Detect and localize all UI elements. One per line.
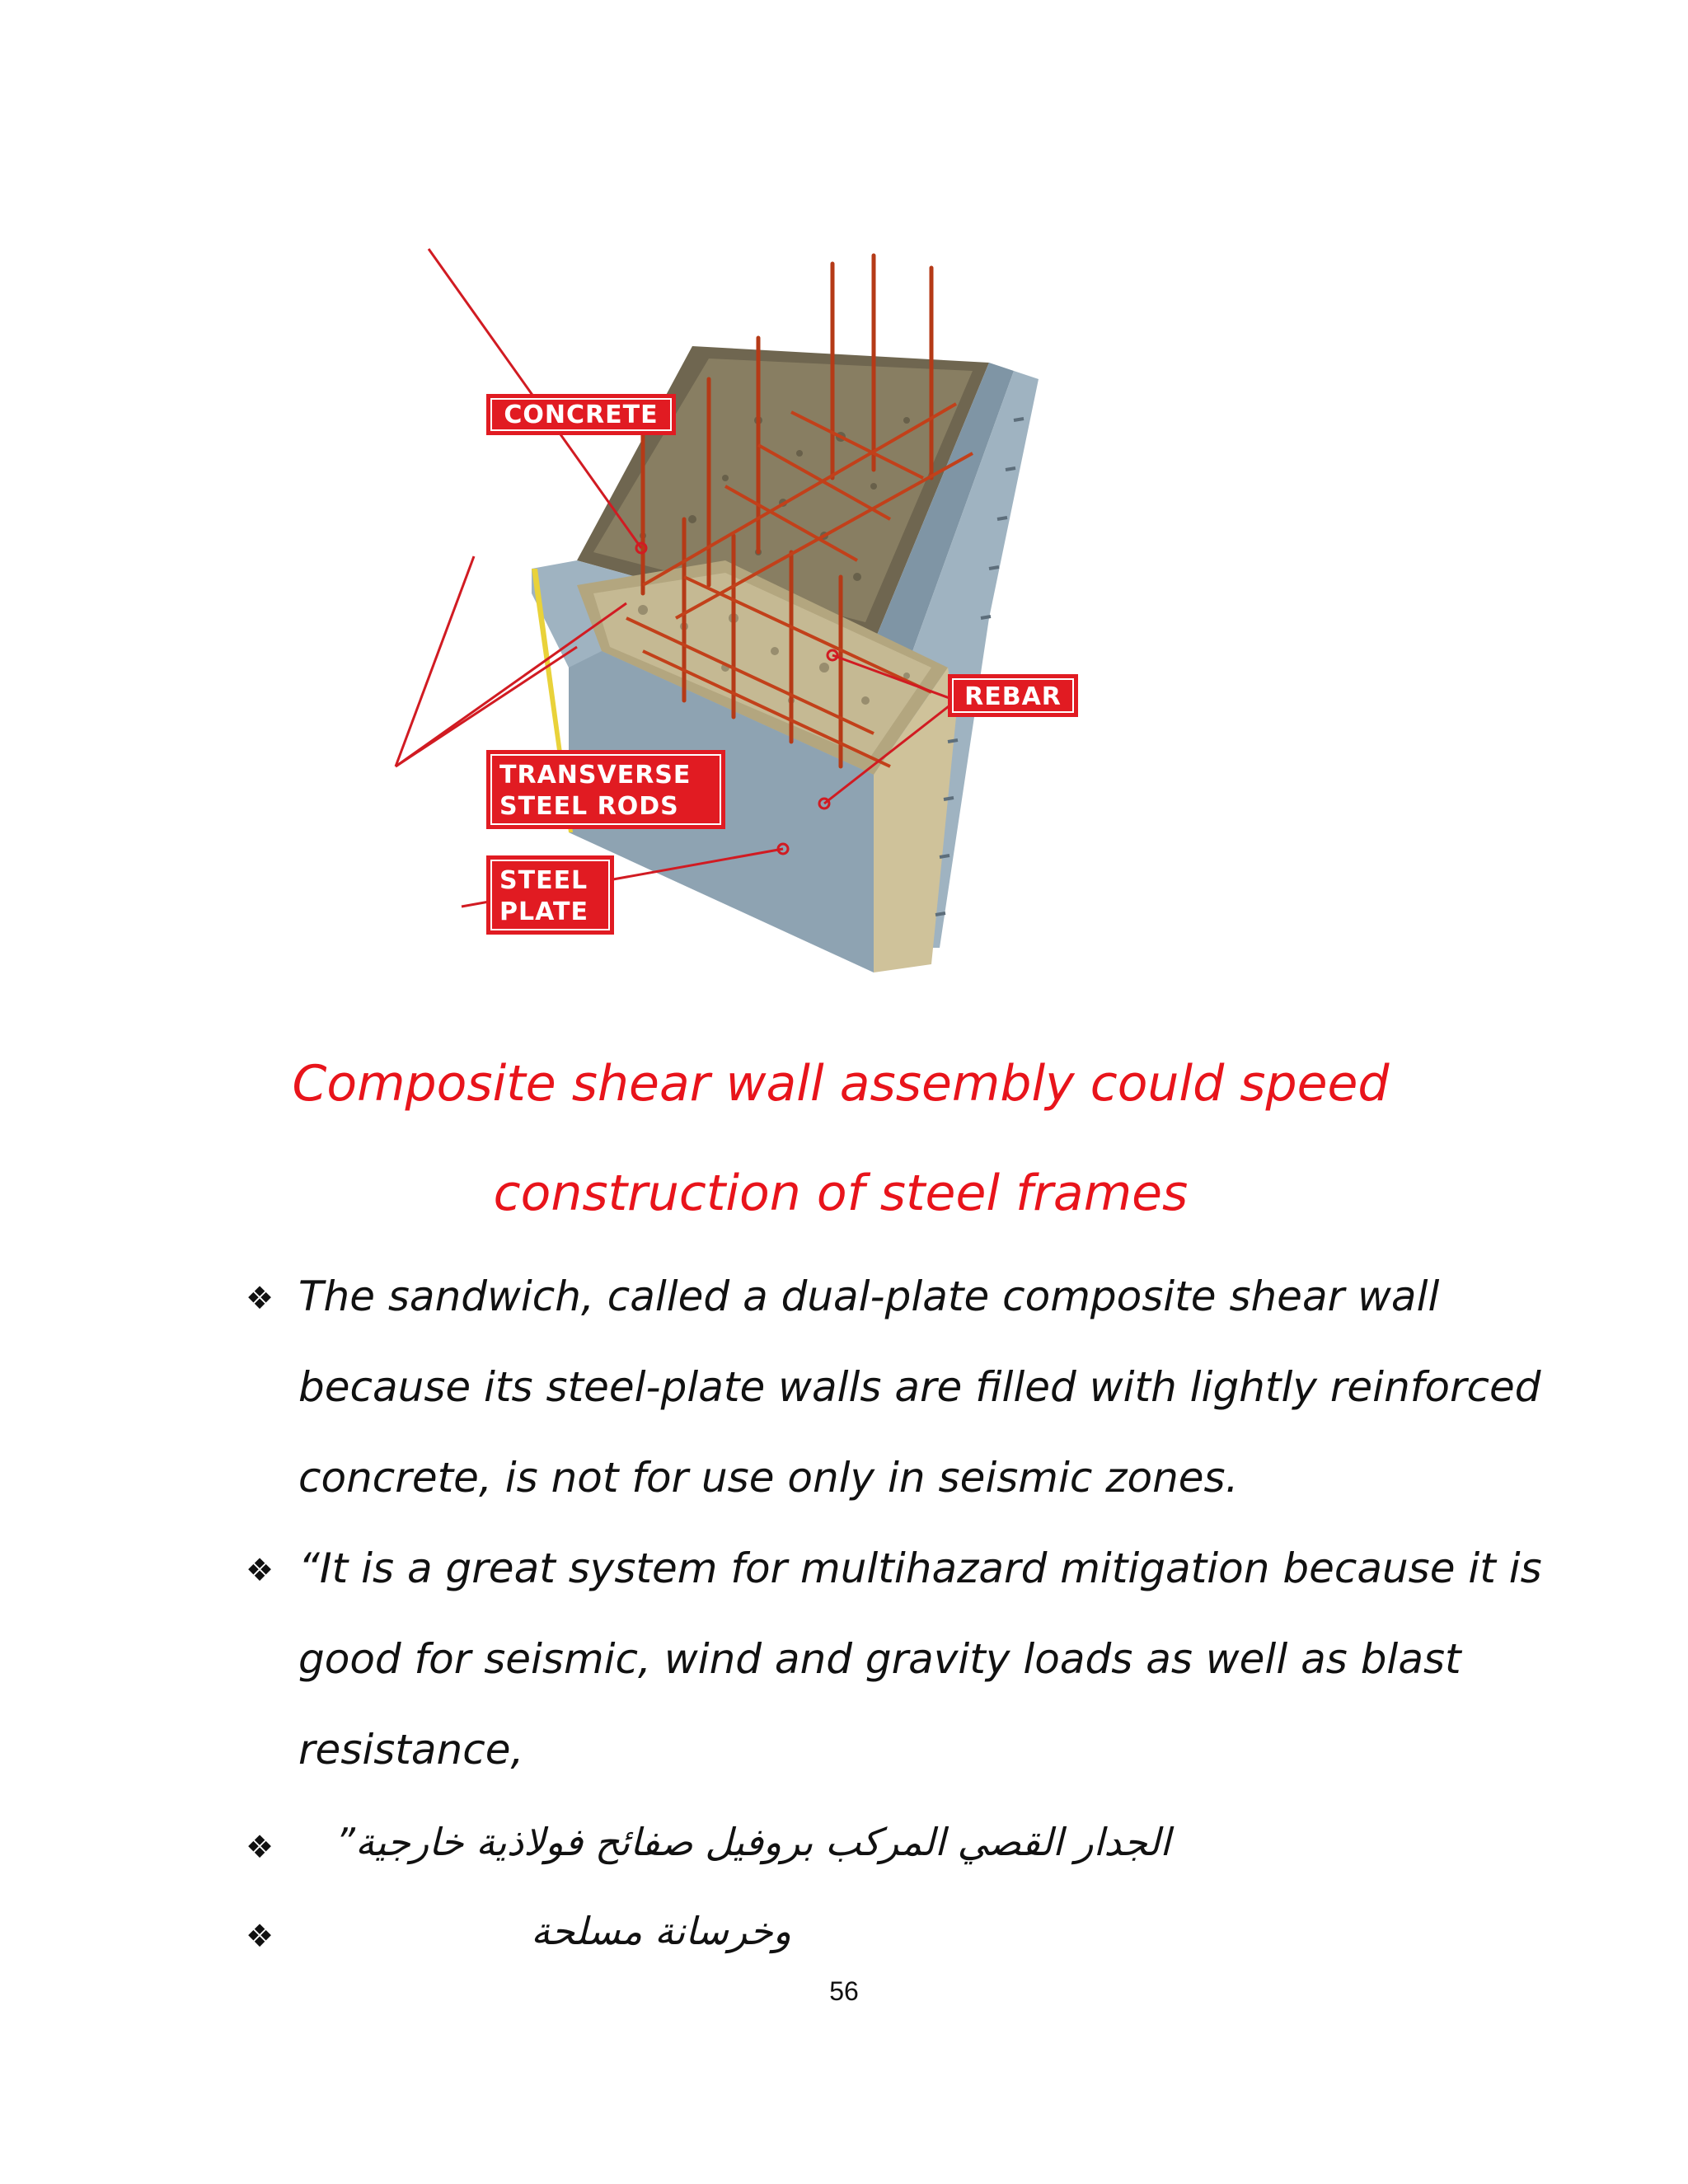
bullet-1-line-3: concrete, is not for use only in seismic zones.	[298, 1454, 1239, 1502]
figure-caption-line-2: construction of steel frames	[493, 1165, 1189, 1222]
label-concrete-text: CONCRETE	[504, 401, 659, 429]
four-diamond-bullet-icon: ❖	[246, 1829, 274, 1865]
bullet-2-line-1: “It is a great system for multihazard mitigation because it is	[298, 1544, 1542, 1592]
label-steel-line2: PLATE	[499, 898, 588, 926]
four-diamond-bullet-icon: ❖	[246, 1918, 274, 1954]
page-number: 56	[829, 1976, 859, 2006]
four-diamond-bullet-icon: ❖	[246, 1552, 274, 1588]
bullet-3-arabic-line: الجدار القصي المركب بروفيل صفائح فولاذية خارجية”	[335, 1820, 1170, 1864]
bullet-2-line-2: good for seismic, wind and gravity loads as well as blast	[298, 1635, 1461, 1683]
label-rebar-text: REBAR	[964, 682, 1062, 711]
label-transverse-line2: STEEL RODS	[499, 792, 679, 821]
bullet-1-line-1: The sandwich, called a dual-plate composite shear wall	[298, 1272, 1440, 1320]
figure-caption-line-1: Composite shear wall assembly could speed	[292, 1055, 1390, 1113]
bullet-4-arabic-line: وخرسانة مسلحة	[531, 1909, 791, 1953]
label-steel-line1: STEEL	[499, 866, 588, 895]
four-diamond-bullet-icon: ❖	[246, 1280, 274, 1316]
label-transverse-line1: TRANSVERSE	[499, 761, 692, 790]
bullet-2-line-3: resistance,	[298, 1726, 524, 1774]
bullet-1-line-2: because its steel-plate walls are filled with lightly reinforced	[298, 1363, 1541, 1411]
